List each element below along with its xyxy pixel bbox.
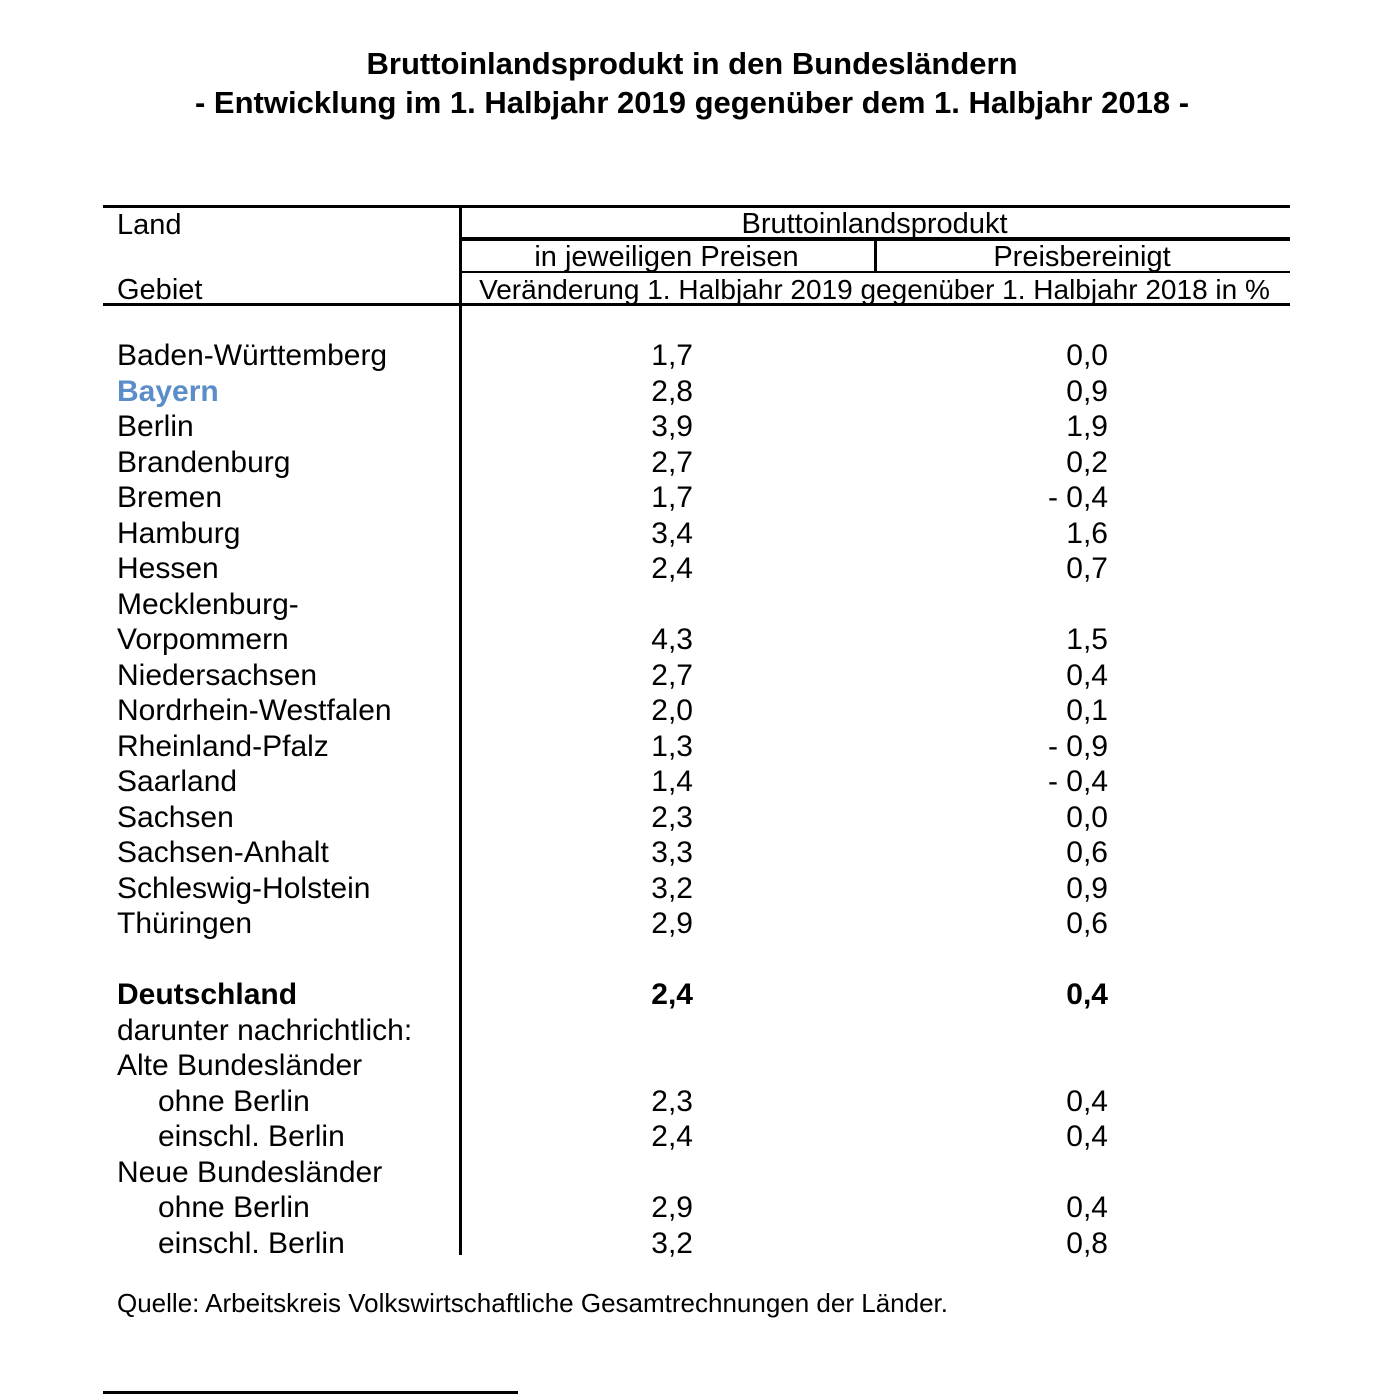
row-value-price-adjusted: [876, 1155, 1290, 1191]
header-measure-line: Veränderung 1. Halbjahr 2019 gegenüber 1. Halbjahr 2018 in %: [479, 274, 1270, 305]
row-label: Deutschland: [117, 978, 298, 1011]
row-label: Baden-Württemberg: [117, 339, 388, 372]
row-value-current-prices: 3,2: [651, 1226, 693, 1260]
row-label: Berlin: [117, 410, 194, 443]
row-value-price-adjusted: - 0,4: [1047, 765, 1108, 798]
row-label: Schleswig-Holstein: [117, 871, 371, 905]
row-value-current-prices: 2,4: [651, 978, 693, 1011]
header-subcol-price-adjusted: Preisbereinigt: [993, 241, 1171, 273]
row-value-price-adjusted: 0,4: [1066, 1084, 1108, 1118]
row-label: Mecklenburg-: [117, 587, 299, 621]
table-row: [103, 1226, 1290, 1262]
table-row: [103, 551, 1290, 587]
row-label: Bremen: [117, 481, 223, 514]
row-value-price-adjusted: 1,6: [1066, 516, 1108, 550]
table-row: [103, 516, 1290, 552]
row-label: Saarland: [117, 765, 238, 798]
table-body: [103, 338, 1290, 1261]
row-value-current-prices: [460, 587, 876, 623]
row-value-price-adjusted: - 0,4: [1047, 481, 1108, 514]
row-label: Sachsen-Anhalt: [117, 836, 329, 869]
row-label: einschl. Berlin: [158, 1226, 345, 1260]
row-value-current-prices: 2,9: [651, 1191, 693, 1224]
table-row: [103, 374, 1290, 410]
row-value-price-adjusted: 0,6: [1066, 907, 1108, 940]
row-label: Bayern: [117, 374, 219, 408]
row-value-current-prices: [460, 942, 876, 978]
header-subcol-current-prices: in jeweiligen Preisen: [534, 241, 799, 273]
table-row: [103, 729, 1290, 765]
table-row: [103, 800, 1290, 836]
table-row: [103, 1084, 1290, 1120]
header-gebiet: Gebiet: [117, 274, 203, 306]
table-row: [103, 1190, 1290, 1226]
table-row: [103, 1155, 1290, 1191]
row-value-price-adjusted: - 0,9: [1047, 729, 1108, 763]
header-group-bruttoinlandsprodukt: Bruttoinlandsprodukt: [741, 208, 1008, 240]
row-label: ohne Berlin: [158, 1084, 310, 1118]
row-value-price-adjusted: 1,5: [1066, 623, 1108, 656]
row-value-price-adjusted: 0,4: [1066, 1120, 1108, 1153]
row-label: Vorpommern: [117, 623, 289, 656]
table-row: [103, 1119, 1290, 1155]
row-value-current-prices: [460, 1013, 876, 1049]
table-row: [103, 906, 1290, 942]
row-value-price-adjusted: [876, 587, 1290, 623]
row-value-price-adjusted: 0,4: [1066, 658, 1108, 692]
table-row: [103, 409, 1290, 445]
table-row: [103, 1048, 1290, 1084]
row-value-price-adjusted: [876, 1048, 1290, 1084]
row-label: Rheinland-Pfalz: [117, 729, 329, 763]
row-value-current-prices: 3,3: [651, 836, 693, 869]
row-value-price-adjusted: 0,7: [1066, 552, 1108, 585]
row-value-current-prices: 3,2: [651, 871, 693, 905]
table-row: [103, 835, 1290, 871]
row-value-price-adjusted: 0,2: [1066, 445, 1108, 479]
row-label: Brandenburg: [117, 445, 291, 479]
row-value-current-prices: 1,3: [651, 729, 693, 763]
row-value-current-prices: 4,3: [651, 623, 693, 656]
row-value-current-prices: 2,8: [651, 374, 693, 408]
row-value-price-adjusted: 0,1: [1066, 694, 1108, 727]
table-row: [103, 977, 1290, 1013]
row-value-price-adjusted: [876, 942, 1290, 978]
table-row: [103, 445, 1290, 481]
row-value-current-prices: 2,7: [651, 658, 693, 692]
row-label: [103, 942, 460, 978]
row-value-current-prices: 2,3: [651, 800, 693, 834]
row-value-current-prices: 2,0: [651, 694, 693, 727]
row-value-current-prices: 3,4: [651, 516, 693, 550]
row-label: Thüringen: [117, 907, 253, 940]
row-value-price-adjusted: 0,9: [1066, 871, 1108, 905]
row-value-current-prices: 3,9: [651, 410, 693, 443]
source-note: Quelle: Arbeitskreis Volkswirtschaftliche Gesamtrechnungen der Länder.: [117, 1288, 948, 1318]
table-row: [103, 871, 1290, 907]
table-row: [103, 587, 1290, 623]
row-label: Hessen: [117, 552, 219, 585]
next-page-rule-fragment: [103, 1391, 518, 1394]
row-label: Sachsen: [117, 800, 234, 834]
table-row: [103, 1013, 1290, 1049]
row-label: darunter nachrichtlich:: [117, 1013, 413, 1047]
table-row: [103, 622, 1290, 658]
row-value-price-adjusted: 0,6: [1066, 836, 1108, 869]
row-value-price-adjusted: 0,4: [1066, 1191, 1108, 1224]
row-label: Neue Bundesländer: [117, 1155, 383, 1189]
row-value-current-prices: [460, 1155, 876, 1191]
row-value-current-prices: 1,4: [651, 765, 693, 798]
row-value-current-prices: 2,7: [651, 445, 693, 479]
row-value-current-prices: 1,7: [651, 339, 693, 372]
table-row: [103, 693, 1290, 729]
header-land: Land: [117, 209, 182, 241]
row-value-current-prices: 2,9: [651, 907, 693, 940]
row-value-current-prices: 2,4: [651, 1120, 693, 1153]
row-label: Hamburg: [117, 516, 241, 550]
row-value-current-prices: [460, 1048, 876, 1084]
row-value-price-adjusted: [876, 1013, 1290, 1049]
row-value-price-adjusted: 0,0: [1066, 339, 1108, 372]
row-label: Niedersachsen: [117, 658, 318, 692]
row-value-price-adjusted: 0,8: [1066, 1226, 1108, 1260]
row-value-price-adjusted: 1,9: [1066, 410, 1108, 443]
row-label: Nordrhein-Westfalen: [117, 694, 392, 727]
row-value-price-adjusted: 0,4: [1066, 978, 1108, 1011]
table-row: [103, 764, 1290, 800]
page-title-block: [0, 44, 1384, 122]
row-value-current-prices: 2,3: [651, 1084, 693, 1118]
row-label: ohne Berlin: [158, 1191, 310, 1224]
page-subtitle: - Entwicklung im 1. Halbjahr 2019 gegenüber dem 1. Halbjahr 2018 -: [194, 85, 1190, 120]
table-row: [103, 942, 1290, 978]
table-row: [103, 658, 1290, 694]
page-title: Bruttoinlandsprodukt in den Bundesländern: [366, 46, 1018, 81]
row-label: einschl. Berlin: [158, 1120, 345, 1153]
row-value-current-prices: 1,7: [651, 481, 693, 514]
row-value-current-prices: 2,4: [651, 552, 693, 585]
row-label: Alte Bundesländer: [117, 1049, 363, 1082]
table-row: [103, 338, 1290, 374]
table-row: [103, 480, 1290, 516]
row-value-price-adjusted: 0,9: [1066, 374, 1108, 408]
row-value-price-adjusted: 0,0: [1066, 800, 1108, 834]
